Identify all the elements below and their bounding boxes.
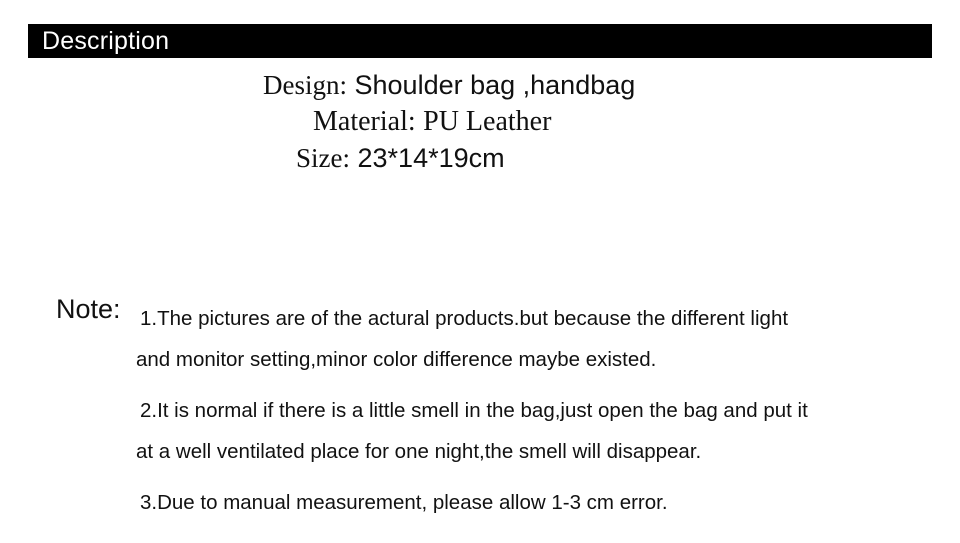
spec-value-size: 23*14*19cm xyxy=(357,142,505,173)
description-header-bar xyxy=(28,24,932,58)
note-item xyxy=(140,482,940,523)
note-item-line: 3.Due to manual measurement, please allow 1-3 cm error. xyxy=(140,491,668,514)
note-item xyxy=(136,298,940,380)
page-title: Description xyxy=(42,27,170,55)
spec-row-size xyxy=(296,141,960,177)
spec-value-design: Shoulder bag ,handbag xyxy=(354,70,636,100)
spec-row-design xyxy=(263,68,960,104)
spec-label-size: Size: xyxy=(296,142,350,173)
spec-row-material xyxy=(313,104,960,141)
spec-value-material: PU Leather xyxy=(423,105,552,137)
note-item-line-continued: and monitor setting,minor color difference maybe existed. xyxy=(136,348,657,371)
spec-label-material: Material: xyxy=(313,105,416,137)
note-item xyxy=(136,390,940,472)
note-item-line: 2.It is normal if there is a little smell in the bag,just open the bag and put it xyxy=(140,399,808,422)
note-item-line: 1.The pictures are of the actural products.but because the different light xyxy=(140,307,789,330)
notes-list xyxy=(136,298,940,523)
note-item-line-continued: at a well ventilated place for one night,the smell will disappear. xyxy=(136,440,702,463)
specification-list xyxy=(0,68,960,176)
spec-label-design: Design: xyxy=(263,70,347,100)
notes-heading: Note: xyxy=(56,294,121,324)
